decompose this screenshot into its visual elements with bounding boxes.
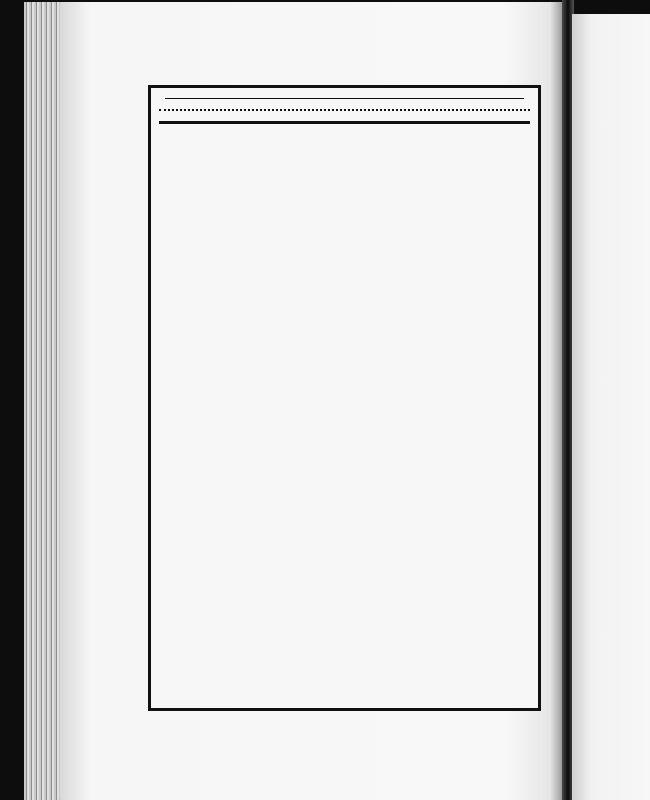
publisher-divider — [159, 121, 530, 124]
right-page — [572, 14, 650, 800]
ad-heading — [151, 98, 538, 99]
advertisement-box — [148, 85, 541, 711]
dotted-divider — [159, 109, 530, 111]
